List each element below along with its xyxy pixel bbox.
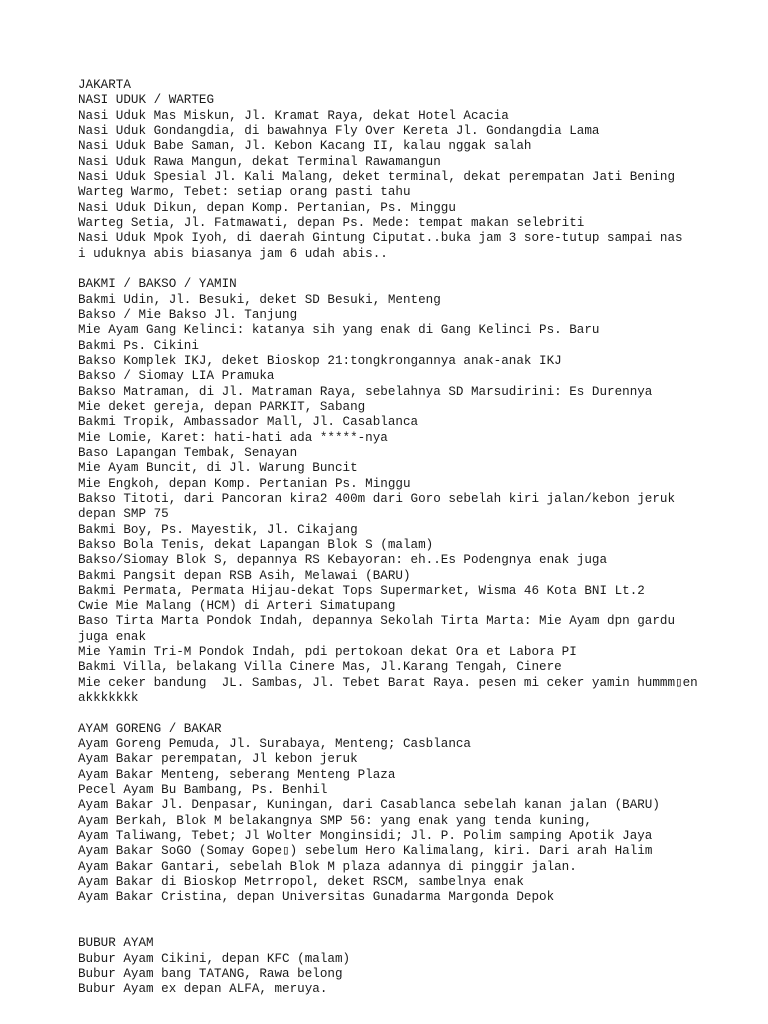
text-line: Mie deket gereja, depan PARKIT, Sabang [78,399,366,414]
text-line: Bakmi Villa, belakang Villa Cinere Mas, Jl.Karang Tengah, Cinere [78,660,562,675]
text-line: Bakso Matraman, di Jl. Matraman Raya, sebelahnya SD Marsudirini: Es Durennya [78,384,653,399]
text-line: Pecel Ayam Bu Bambang, Ps. Benhil [78,783,328,798]
text-line: Nasi Uduk Mas Miskun, Jl. Kramat Raya, dekat Hotel Acacia [78,108,509,123]
blank-line [78,921,758,936]
text-line: depan SMP 75 [78,507,169,522]
text-line: Bakmi Ps. Cikini [78,338,199,353]
text-line: Bakso / Mie Bakso Jl. Tanjung [78,307,298,322]
text-line: Nasi Uduk Rawa Mangun, dekat Terminal Rawamangun [78,154,441,169]
section-heading: AYAM GORENG / BAKAR [78,721,222,736]
text-line: Ayam Bakar Cristina, depan Universitas Gunadarma Margonda Depok [78,890,555,905]
text-line: Bubur Ayam ex depan ALFA, meruya. [78,982,328,997]
section-ayam-goreng-bakar [78,722,758,937]
text-line: Ayam Bakar Gantari, sebelah Blok M plaza adannya di pinggir jalan. [78,859,577,874]
text-line: Warteg Setia, Jl. Fatmawati, depan Ps. Mede: tempat makan selebriti [78,215,585,230]
section-bakmi-bakso-yamin [78,277,758,722]
text-line: Bubur Ayam bang TATANG, Rawa belong [78,967,343,982]
text-line: Mie Ayam Gang Kelinci: katanya sih yang enak di Gang Kelinci Ps. Baru [78,323,600,338]
text-line: Ayam Bakar Menteng, seberang Menteng Plaza [78,767,396,782]
text-line: Bakso/Siomay Blok S, depannya RS Kebayoran: eh..Es Podengnya enak juga [78,553,608,568]
text-line: Ayam Bakar di Bioskop Metrropol, deket RSCM, sambelnya enak [78,875,524,890]
text-line: i uduknya abis biasanya jam 6 udah abis.. [78,246,388,261]
text-line: Ayam Bakar SoGO (Somay Gope▯) sebelum Hero Kalimalang, kiri. Dari arah Halim [78,844,653,859]
text-line: Bakso / Siomay LIA Pramuka [78,369,275,384]
section-heading: JAKARTA [78,78,131,92]
text-line: Bakso Bola Tenis, dekat Lapangan Blok S (malam) [78,537,434,552]
text-line: Nasi Uduk Dikun, depan Komp. Pertanian, Ps. Minggu [78,200,456,215]
text-line: Nasi Uduk Mpok Iyoh, di daerah Gintung Ciputat..buka jam 3 sore-tutup sampai nas [78,231,683,246]
text-line: Baso Lapangan Tembak, Senayan [78,445,298,460]
section-jakarta-nasi-uduk [78,78,758,277]
text-line: NASI UDUK / WARTEG [78,93,215,108]
text-line: Mie Lomie, Karet: hati-hati ada *****-nya [78,430,388,445]
text-line: Bakmi Permata, Permata Hijau-dekat Tops Supermarket, Wisma 46 Kota BNI Lt.2 [78,583,645,598]
text-line: Ayam Bakar Jl. Denpasar, Kuningan, dari Casablanca sebelah kanan jalan (BARU) [78,798,660,813]
text-line: Nasi Uduk Spesial Jl. Kali Malang, deket terminal, dekat perempatan Jati Bening [78,169,676,184]
section-bubur-ayam [78,936,758,997]
text-line: Bakso Titoti, dari Pancoran kira2 400m dari Goro sebelah kiri jalan/kebon jeruk [78,491,676,506]
text-line: Mie Yamin Tri-M Pondok Indah, pdi pertokoan dekat Ora et Labora PI [78,645,577,660]
text-line: Ayam Taliwang, Tebet; Jl Wolter Monginsidi; Jl. P. Polim samping Apotik Jaya [78,829,653,844]
blank-line [78,906,758,921]
text-line: Cwie Mie Malang (HCM) di Arteri Simatupang [78,599,396,614]
text-line: Nasi Uduk Babe Saman, Jl. Kebon Kacang II, kalau nggak salah [78,139,532,154]
text-line: Ayam Bakar perempatan, Jl kebon jeruk [78,752,358,767]
text-line: Mie ceker bandung JL. Sambas, Jl. Tebet Barat Raya. pesen mi ceker yamin hummm▯en [78,675,698,690]
text-line: Bakmi Udin, Jl. Besuki, deket SD Besuki, Menteng [78,292,441,307]
text-line: Mie Engkoh, depan Komp. Pertanian Ps. Minggu [78,476,411,491]
text-line: Bubur Ayam Cikini, depan KFC (malam) [78,951,351,966]
blank-line [78,262,758,277]
text-line: Bakmi Pangsit depan RSB Asih, Melawai (BARU) [78,568,411,583]
text-line: Baso Tirta Marta Pondok Indah, depannya Sekolah Tirta Marta: Mie Ayam dpn gardu [78,614,676,629]
text-line: Bakso Komplek IKJ, deket Bioskop 21:tongkrongannya anak-anak IKJ [78,353,562,368]
section-heading: BAKMI / BAKSO / YAMIN [78,277,237,292]
text-line: Ayam Berkah, Blok M belakangnya SMP 56: yang enak yang tenda kuning, [78,813,592,828]
text-line: Bakmi Tropik, Ambassador Mall, Jl. Casablanca [78,415,419,430]
text-line: juga enak [78,629,147,644]
text-line: Mie Ayam Buncit, di Jl. Warung Buncit [78,461,358,476]
text-line: Ayam Goreng Pemuda, Jl. Surabaya, Menteng; Casblanca [78,737,471,752]
text-line: Warteg Warmo, Tebet: setiap orang pasti tahu [78,185,411,200]
text-line: Nasi Uduk Gondangdia, di bawahnya Fly Over Kereta Jl. Gondangdia Lama [78,123,600,138]
document-page [78,78,758,998]
blank-line [78,706,758,721]
section-heading: BUBUR AYAM [78,936,154,951]
text-line: Bakmi Boy, Ps. Mayestik, Jl. Cikajang [78,522,358,537]
text-line: akkkkkkk [78,691,139,706]
